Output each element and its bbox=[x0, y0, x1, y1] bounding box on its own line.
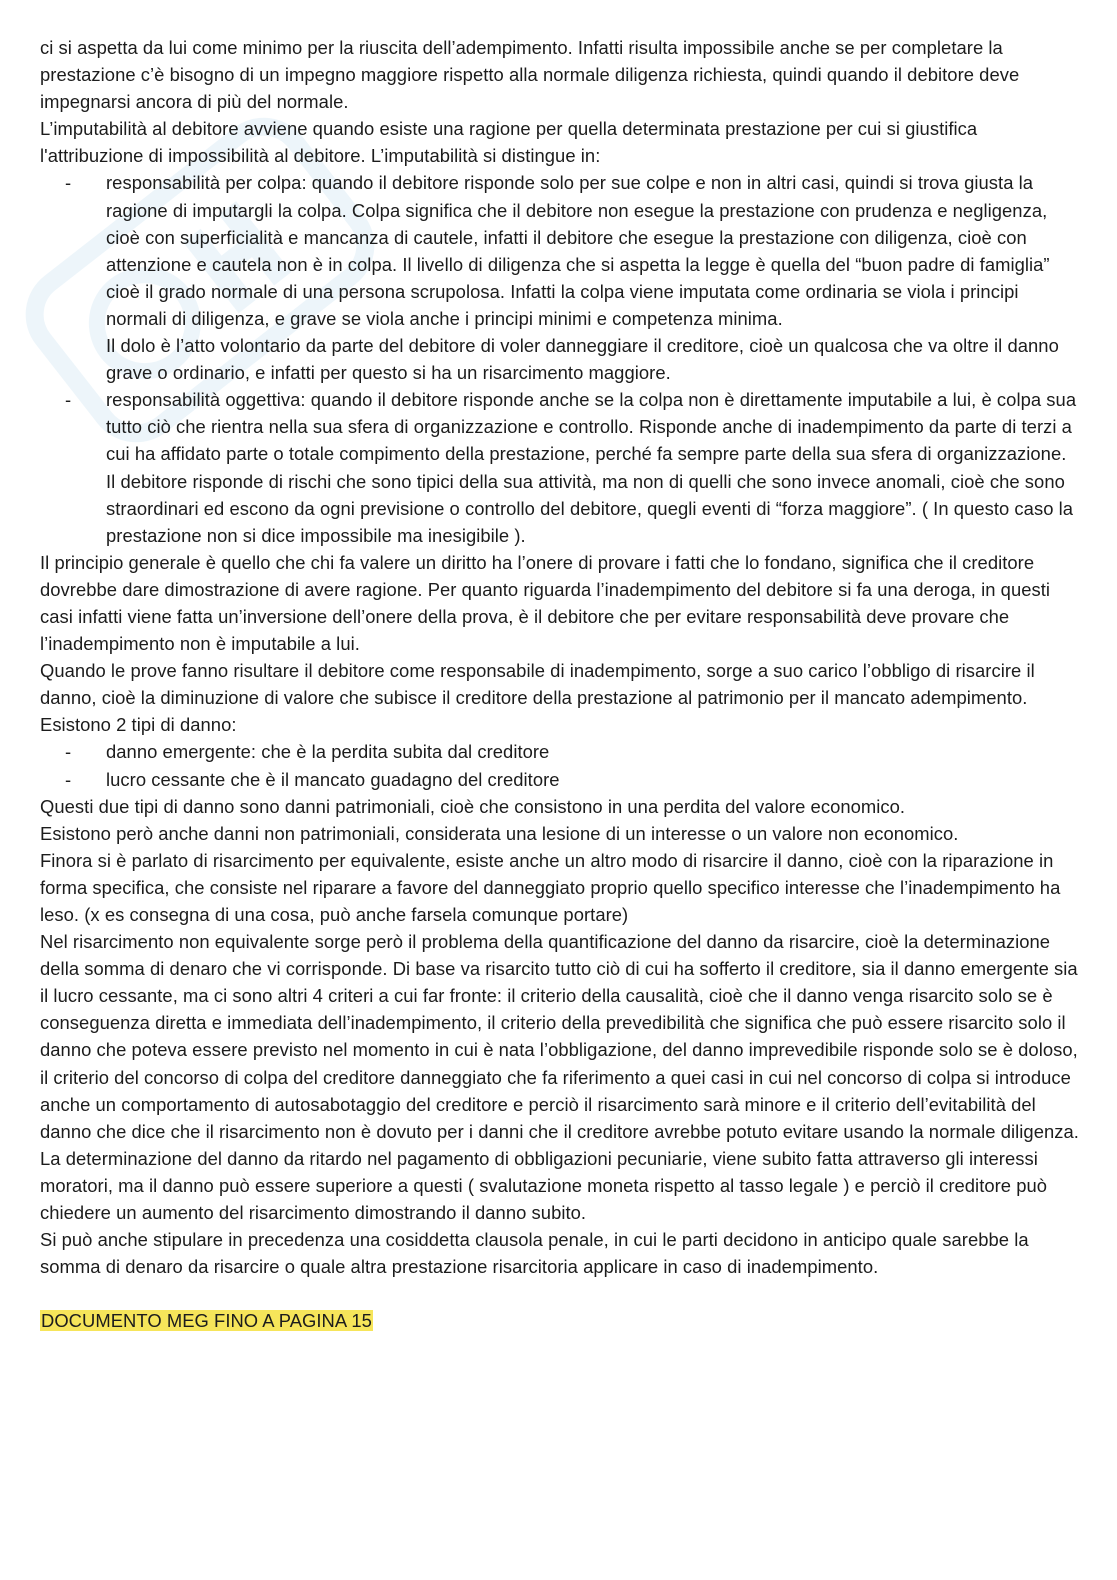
list-item-text: responsabilità per colpa: quando il debitore risponde solo per sue colpe e non in altri casi, quindi si trova giusta la ragione di imputargli la colpa. Colpa significa che il debitore non esegue la prestazione con prudenza e negligenza, cioè con superficialità e mancanza di cautele, infatti il debitore che esegue la prestazione con diligenza, cioè con attenzione e cautela non è in colpa. Il livello di diligenza che si aspetta la legge è quella del “buon padre di famiglia” cioè il grado normale di una persona scrupolosa. Infatti la colpa viene imputata come ordinaria se viola i principi normali di diligenza, e grave se viola anche i principi minimi e competenza minima. bbox=[106, 172, 1050, 329]
list-item-text: responsabilità oggettiva: quando il debitore risponde anche se la colpa non è direttamente imputabile a lui, è colpa sua tutto ciò che rientra nella sua sfera di organizzazione e controllo. Risponde anche di inadempimento da parte di terzi a cui ha affidato parte o totale compimento della prestazione, perché fa sempre parte della sua sfera di organizzazione. Il debitore risponde di rischi che sono tipici della sua attività, ma non di quelli che sono invece anomali, cioè che sono straordinari ed escono da ogni previsione o controllo del debitore, quegli eventi di “forza maggiore”. ( In questo caso la prestazione non si dice impossibile ma inesigibile ). bbox=[106, 389, 1077, 546]
paragraph-ritardo: La determinazione del danno da ritardo nel pagamento di obbligazioni pecuniarie, viene subito fatta attraverso gli interessi moratori, ma il danno può essere superiore a questi ( svalutazione moneta rispetto al tasso legale ) e perciò il creditore può chiedere un aumento del risarcimento dimostrando il danno subito. bbox=[40, 1147, 1048, 1224]
bullet-dash-icon: - bbox=[65, 768, 72, 790]
paragraph-imputabilita: L’imputabilità al debitore avviene quando esiste una ragione per quella determinata prestazione per cui si giustifica l'attribuzione di impossibilità al debitore. L’imputabilità si distingue in: bbox=[40, 118, 978, 167]
bullet-dash-icon: - bbox=[65, 172, 72, 194]
list-item-lucro-cessante bbox=[40, 766, 1080, 793]
highlighted-note bbox=[40, 1307, 1080, 1334]
paragraph-risarcimento: Quando le prove fanno risultare il debitore come responsabile di inadempimento, sorge a suo carico l’obbligo di risarcire il danno, cioè la diminuzione di valore che subisce il creditore della prestazione al patrimonio per il mancato adempimento. Esistono 2 tipi di danno: bbox=[40, 660, 1035, 736]
bullet-dash-icon: - bbox=[65, 389, 72, 411]
paragraph-clausola-penale: Si può anche stipulare in precedenza una cosiddetta clausola penale, in cui le parti decidono in anticipo quale sarebbe la somma di denaro da risarcire o quale altra prestazione risarcitoria applicare in caso di inadempimento. bbox=[40, 1229, 1029, 1278]
paragraph-patrimoniali: Questi due tipi di danno sono danni patrimoniali, cioè che consistono in una perdita del valore economico. bbox=[40, 795, 906, 817]
list-item-danno-emergente bbox=[40, 738, 1080, 765]
paragraph-non-patrimoniali: Esistono però anche danni non patrimoniali, considerata una lesione di un interesse o un valore non economico. bbox=[40, 822, 959, 844]
imputabilita-list bbox=[40, 169, 1080, 332]
list-item-colpa bbox=[40, 169, 1080, 332]
imputabilita-list-cont bbox=[40, 386, 1080, 549]
danno-list bbox=[40, 738, 1080, 792]
list-item-oggettiva bbox=[40, 386, 1080, 549]
paragraph-intro: ci si aspetta da lui come minimo per la riuscita dell’adempimento. Infatti risulta impossibile anche se per completare la prestazione c’è bisogno di un impegno maggiore rispetto alla normale diligenza richiesta, quindi quando il debitore deve impegnarsi ancora di più del normale. bbox=[40, 37, 1020, 113]
paragraph-forma-specifica: Finora si è parlato di risarcimento per equivalente, esiste anche un altro modo di risarcire il danno, cioè con la riparazione in forma specifica, che consiste nel riparare a favore del danneggiato proprio quello specifico interesse che l’inadempimento ha leso. (x es consegna di una cosa, può anche farsela comunque portare) bbox=[40, 849, 1061, 925]
paragraph-dolo: Il dolo è l’atto volontario da parte del debitore di voler danneggiare il creditore, cioè un qualcosa che va oltre il danno grave o ordinario, e infatti per questo si ha un risarcimento maggiore. bbox=[106, 335, 1059, 384]
list-item-text: danno emergente: che è la perdita subita dal creditore bbox=[106, 741, 550, 763]
bullet-dash-icon: - bbox=[65, 741, 72, 763]
document-body bbox=[40, 34, 1080, 1334]
paragraph-onere-prova: Il principio generale è quello che chi fa valere un diritto ha l’onere di provare i fatti che lo fondano, significa che il creditore dovrebbe dare dimostrazione di avere ragione. Per quanto riguarda l’inadempimento del debitore si fa una deroga, in questi casi infatti viene fatta un’inversione dell’onere della prova, è il debitore che per evitare responsabilità deve provare che l’inadempimento non è imputabile a lui. bbox=[40, 551, 1051, 655]
blank-line bbox=[40, 1280, 1080, 1307]
highlighted-note-text: DOCUMENTO MEG FINO A PAGINA 15 bbox=[41, 1310, 372, 1332]
list-item-text: lucro cessante che è il mancato guadagno del creditore bbox=[106, 768, 560, 790]
paragraph-quantificazione: Nel risarcimento non equivalente sorge però il problema della quantificazione del danno da risarcire, cioè la determinazione della somma di denaro che vi corrisponde. Di base va risarcito tutto ciò di cui ha sofferto il creditore, sia il danno emergente sia il lucro cessante, ma ci sono altri 4 criteri a cui far fronte: il criterio della causalità, cioè che il danno venga risarcito solo se è conseguenza diretta e immediata dell’inadempimento, il criterio della prevedibilità che significa che può essere risarcito solo il danno che poteva essere previsto nel momento in cui è nata l’obbligazione, del danno imprevedibile risponde solo se è doloso, il criterio del concorso di colpa del creditore danneggiato che fa riferimento a quei casi in cui nel concorso di colpa si introduce anche un comportamento di autosabotaggio del creditore e perciò il risarcimento sarà minore e il criterio dell’evitabilità del danno che dice che il risarcimento non è dovuto per i danni che il creditore avrebbe potuto evitare usando la normale diligenza. bbox=[40, 931, 1079, 1142]
